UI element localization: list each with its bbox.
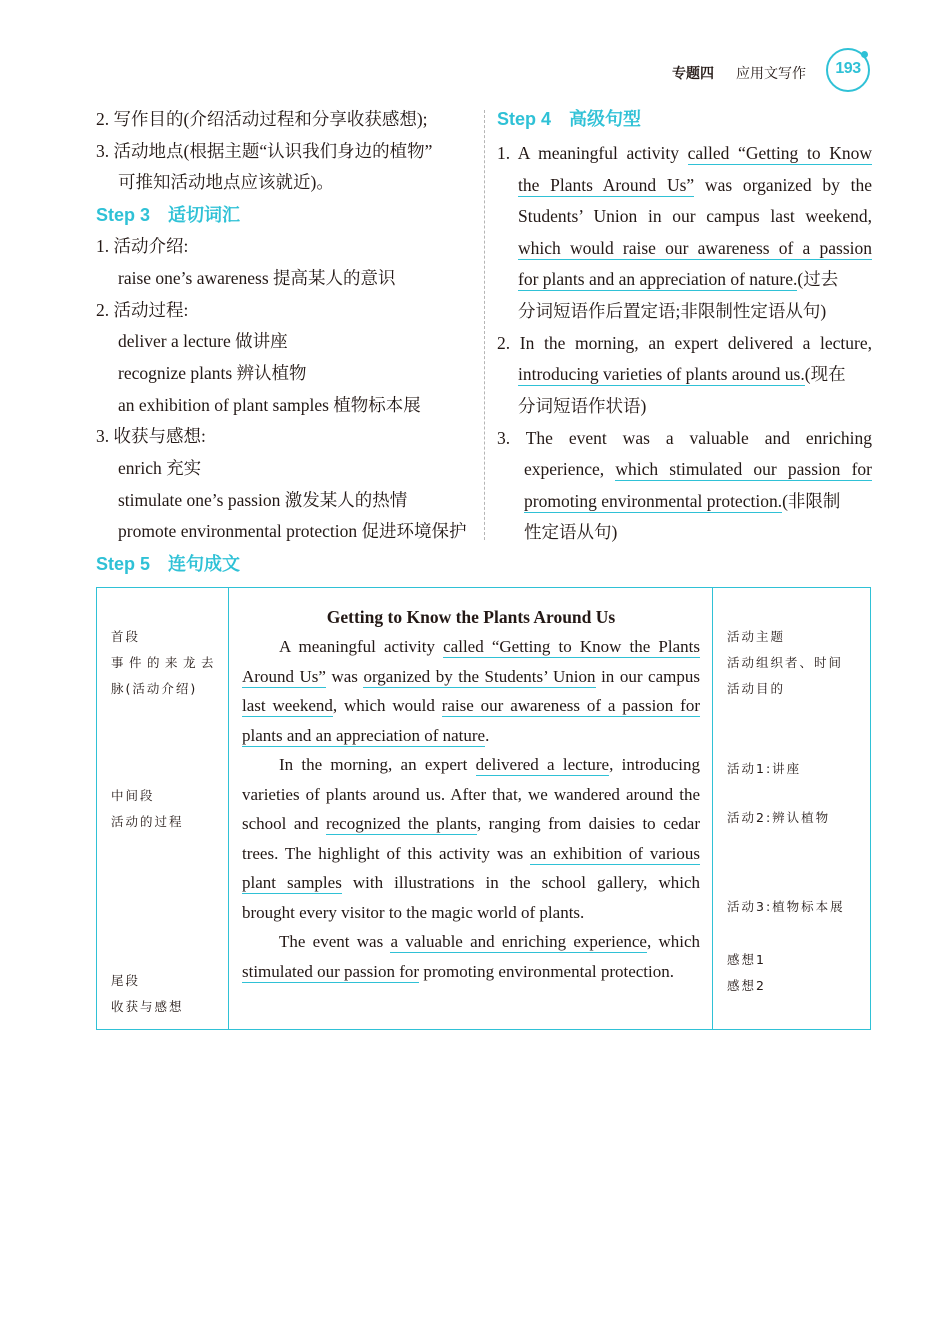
sentence-1-line: 1. A meaningful activity called “Getting to Know (497, 143, 872, 163)
vocab-item: deliver a lecture 做讲座 (118, 331, 288, 351)
page-number: 193 (835, 60, 861, 77)
annotation-note: 感想1 (727, 952, 766, 967)
annotation-note: 活动主题 (727, 629, 786, 644)
sentence-3-line: 3. The event was a valuable and enriching (497, 428, 872, 448)
vocab-item: raise one’s awareness 提高某人的意识 (118, 268, 396, 288)
essay-body (242, 602, 700, 986)
sentence-2-line: 2. In the morning, an expert delivered a lecture, (497, 333, 872, 353)
structure-label: 首段 (111, 629, 141, 644)
badge-dot-icon (861, 51, 868, 58)
sentence-2-note: 分词短语作状语) (518, 396, 647, 416)
essay-paragraph-3: The event was a valuable and enriching experience, which stimulated our passion for promoting environmental protection. (242, 932, 701, 981)
essay-table (96, 587, 871, 1030)
structure-label: 尾段 (111, 973, 141, 988)
annotation-note: 活动组织者、时间 (727, 655, 844, 670)
vocab-item: an exhibition of plant samples 植物标本展 (118, 395, 421, 415)
vocab-item: recognize plants 辨认植物 (118, 363, 307, 383)
annotation-note: 活动3:植物标本展 (727, 899, 845, 914)
annotation-note: 活动2:辨认植物 (727, 810, 831, 825)
step3-title: 适切词汇 (168, 205, 241, 225)
structure-label: 中间段 (111, 788, 155, 803)
sentence-1-note: 分词短语作后置定语;非限制性定语从句) (518, 301, 827, 321)
annotation-note: 活动1:讲座 (727, 761, 802, 776)
step5-label: Step 5 (96, 554, 151, 574)
step5-title: 连句成文 (168, 554, 241, 574)
structure-label: 活动的过程 (111, 814, 184, 829)
step5-heading (96, 550, 240, 578)
sentence-3-line: experience, which stimulated our passion for (524, 459, 872, 479)
sentence-3-note: 性定语从句) (524, 522, 618, 542)
sentence-1-line: Students’ Union in our campus last weekend, (518, 206, 872, 226)
table-divider (712, 588, 713, 1029)
annotation-note: 活动目的 (727, 681, 786, 696)
sentence-2-line: introducing varieties of plants around us.(现在 (518, 364, 846, 384)
annotation-note: 感想2 (727, 978, 766, 993)
step3-heading (96, 201, 240, 229)
structure-label: 收获与感想 (111, 999, 184, 1014)
page-number-badge (826, 48, 870, 92)
sentence-3-line: promoting environmental protection.(非限制 (524, 491, 841, 511)
sentence-1-line: for plants and an appreciation of nature.(过去 (518, 269, 839, 289)
sentence-1-line: the Plants Around Us” was organized by the (518, 175, 872, 195)
step4-heading (497, 105, 641, 133)
vocab-item: 3. 收获与感想: (96, 426, 206, 446)
list-item: 2. 写作目的(介绍活动过程和分享收获感想); (96, 109, 428, 129)
vocab-item: stimulate one’s passion 激发某人的热情 (118, 490, 408, 510)
vocab-item: 1. 活动介绍: (96, 236, 189, 256)
step4-label: Step 4 (497, 109, 552, 129)
column-divider (484, 110, 485, 540)
list-item: 可推知活动地点应该就近)。 (118, 172, 334, 192)
step3-label: Step 3 (96, 205, 151, 225)
sentence-1-line: which would raise our awareness of a passion (518, 238, 872, 258)
vocab-item: promote environmental protection 促进环境保护 (118, 521, 467, 541)
essay-title: Getting to Know the Plants Around Us (326, 607, 616, 627)
step4-title: 高级句型 (569, 109, 642, 129)
vocab-item: 2. 活动过程: (96, 300, 189, 320)
essay-paragraph-1: A meaningful activity called “Getting to Know the Plants Around Us” was organized by the Students’ Union in our campus last weekend, which would raise our awareness of a passion for plants and an appreciation of nature. (242, 637, 700, 745)
table-divider (228, 588, 229, 1029)
structure-label: 事件的来龙去 (111, 655, 220, 670)
vocab-item: enrich 充实 (118, 458, 202, 478)
topic-subtitle: 应用文写作 (736, 65, 806, 81)
list-item: 3. 活动地点(根据主题“认识我们身边的植物” (96, 141, 433, 161)
topic-label: 专题四 (672, 65, 714, 81)
structure-label: 脉(活动介绍) (111, 681, 198, 696)
essay-paragraph-2: In the morning, an expert delivered a lecture, introducing varieties of plants around us. After that, we wandered around the school and recognized the plants, ranging from daisies to cedar trees. The highlight of this activity was an exhibition of various plant samples with illustrations in the school gallery, which brought every visitor to the magic world of plants. (242, 755, 701, 922)
